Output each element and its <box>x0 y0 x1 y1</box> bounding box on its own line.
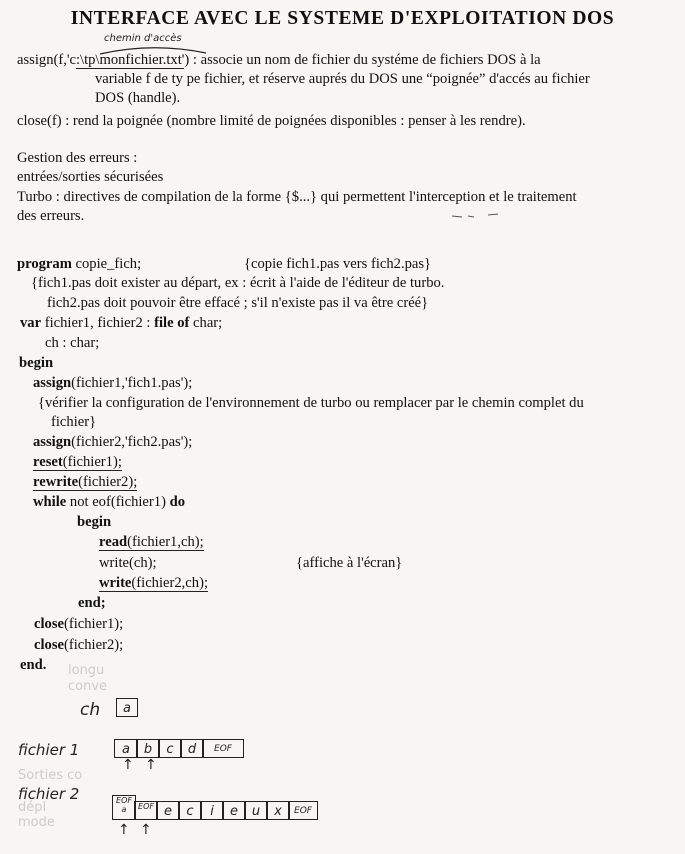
keyword-assign: assign <box>33 375 72 391</box>
fichier2-pointer-arrow: ↑ <box>140 822 152 838</box>
rewrite-args: (fichier2); <box>78 474 138 490</box>
pencil-marks <box>450 212 510 220</box>
fichier1-pointer-arrow: ↑ <box>122 757 134 773</box>
keyword-close: close <box>34 616 64 632</box>
keyword-var: var <box>20 315 42 331</box>
fichier2-cell-eof: EOF <box>288 801 318 820</box>
fichier1-cell: b <box>136 739 160 758</box>
errors-line4: des erreurs. <box>17 208 85 224</box>
program-name: copie_fich; <box>71 256 142 272</box>
assign1-args: (fichier1,'fich1.pas'); <box>71 375 193 391</box>
errors-heading: Gestion des erreurs : <box>17 150 138 166</box>
write-comment: {affiche à l'écran} <box>296 555 403 571</box>
read-statement <box>99 533 204 551</box>
close-definition: close(f) : rend la poignée (nombre limité de poignées disponibles : penser à les rendre). <box>17 113 526 129</box>
assign-path: :\tp\monfichier.txt' <box>75 52 185 68</box>
sketch-ch-label: ch <box>80 700 101 720</box>
assign-definition-line3: DOS (handle). <box>95 90 181 106</box>
page-title: INTERFACE AVEC LE SYSTEME D'EXPLOITATION DOS <box>70 8 615 29</box>
bleed-text-3: Sorties co <box>18 768 83 783</box>
while-statement <box>33 493 185 511</box>
program-comment: {copie fich1.pas vers fich2.pas} <box>244 256 432 272</box>
var-declaration <box>20 314 222 332</box>
bleed-text-1: longu <box>68 663 105 678</box>
fichier2-cell: x <box>266 801 290 820</box>
fichier2-cell: e <box>222 801 246 820</box>
sketch-fichier1-label: fichier 1 <box>18 741 80 759</box>
comment-line3: {vérifier la configuration de l'environnement de turbo ou remplacer par le chemin complet du <box>38 395 584 411</box>
assign-definition-line2: variable f de ty pe fichier, et réserve auprés du DOS une “poignée” d'accés au fichier <box>95 71 590 87</box>
write-screen-statement: write(ch); <box>99 555 157 571</box>
ch-declaration: ch : char; <box>45 335 100 351</box>
fichier2-cell: EOF <box>134 801 158 820</box>
assign-signature-start: assign(f,'c <box>17 52 76 68</box>
fichier1-cell-eof: EOF <box>202 739 244 758</box>
comment-line2: fich2.pas doit pouvoir être effacé ; s'il n'existe pas il va être créé} <box>47 295 429 311</box>
sketch-ch-cell: a <box>116 698 138 717</box>
var-names: fichier1, fichier2 : <box>41 315 155 331</box>
close-fichier1 <box>34 615 123 633</box>
keyword-do: do <box>169 494 185 510</box>
errors-line2: entrées/sorties sécurisées <box>17 169 164 185</box>
write-file-statement <box>99 574 208 592</box>
assign-description: ) : associe un nom de fichier du systéme de fichiers DOS à la <box>184 52 541 68</box>
fichier1-cell: c <box>158 739 182 758</box>
keyword-program: program <box>17 256 72 272</box>
keyword-reset: reset <box>33 454 63 470</box>
while-condition: not eof(fichier1) <box>66 494 170 510</box>
comment-line4: fichier} <box>51 414 97 430</box>
keyword-assign: assign <box>33 434 72 450</box>
assign-definition-line1 <box>17 51 541 69</box>
assign-fichier2 <box>33 433 192 451</box>
fichier2-cell: e <box>156 801 180 820</box>
program-header <box>17 255 141 273</box>
keyword-close: close <box>34 637 64 653</box>
keyword-end-inner: end; <box>78 595 106 611</box>
reset-args: (fichier1); <box>62 454 122 470</box>
errors-line3: Turbo : directives de compilation de la forme {$...} qui permettent l'interception et le traitement <box>17 189 577 205</box>
rewrite-statement <box>33 473 137 491</box>
fichier1-cell: d <box>180 739 204 758</box>
comment-line1: {fich1.pas doit exister au départ, ex : écrit à l'aide de l'éditeur de turbo. <box>31 275 445 291</box>
keyword-read: read <box>99 534 128 550</box>
close1-args: (fichier1); <box>64 616 124 632</box>
close2-args: (fichier2); <box>64 637 124 653</box>
fichier1-pointer-arrow: ↑ <box>145 757 157 773</box>
handwritten-annotation-path: chemin d'accès <box>104 33 182 44</box>
fichier2-cell: i <box>200 801 224 820</box>
fichier2-cell: c <box>178 801 202 820</box>
keyword-begin: begin <box>19 355 54 371</box>
assign-fichier1 <box>33 374 192 392</box>
read-args: (fichier1,ch); <box>127 534 204 550</box>
bleed-text-5: mode <box>18 815 55 830</box>
reset-statement <box>33 453 122 471</box>
sketch-fichier2-label: fichier 2 <box>18 785 80 803</box>
keyword-write: write <box>99 575 132 591</box>
bleed-text-4: dépl <box>18 800 47 815</box>
assign2-args: (fichier2,'fich2.pas'); <box>71 434 193 450</box>
fichier2-cell: EOF a <box>112 795 136 820</box>
fichier1-cell: a <box>114 739 138 758</box>
keyword-begin-inner: begin <box>77 514 112 530</box>
write2-args: (fichier2,ch); <box>131 575 208 591</box>
close-fichier2 <box>34 636 123 654</box>
bleed-text-2: conve <box>68 679 108 694</box>
fichier2-cell: u <box>244 801 268 820</box>
var-type: char; <box>189 315 223 331</box>
keyword-while: while <box>33 494 67 510</box>
keyword-end-program: end. <box>20 657 47 673</box>
fichier2-pointer-arrow: ↑ <box>118 822 130 838</box>
keyword-file-of: file of <box>154 315 190 331</box>
keyword-rewrite: rewrite <box>33 474 79 490</box>
